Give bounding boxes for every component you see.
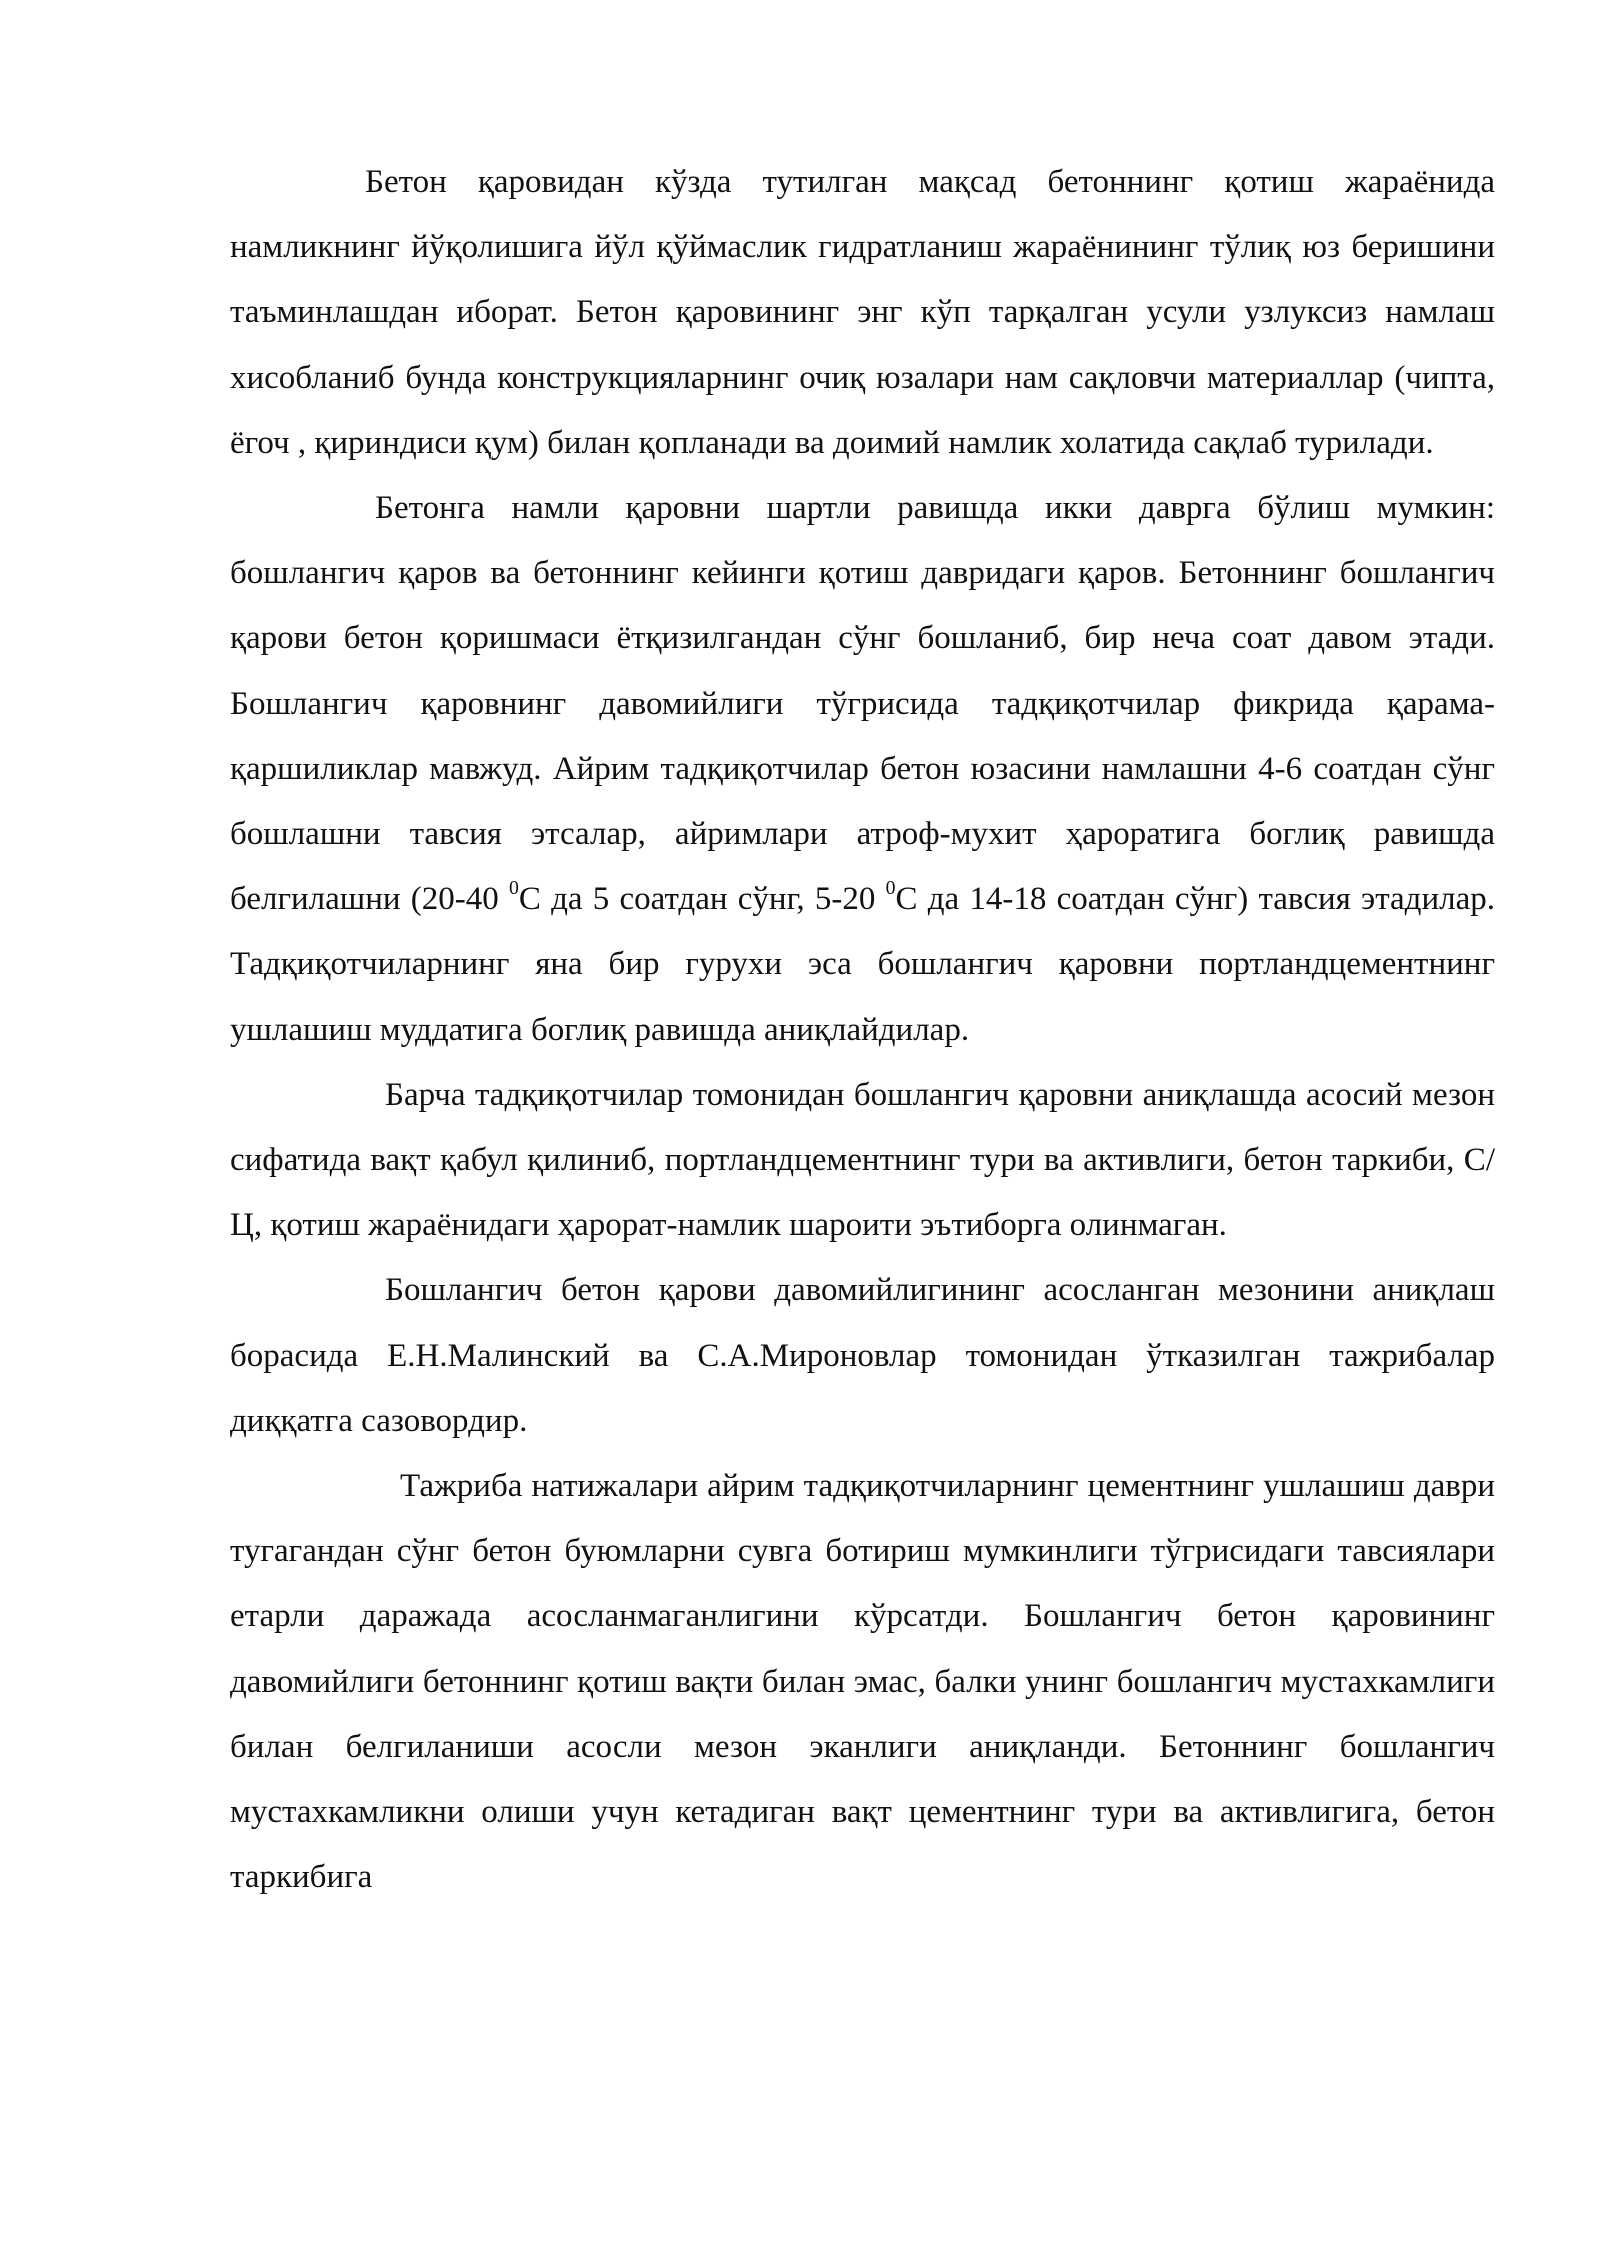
degree-superscript: 0 bbox=[508, 877, 519, 900]
degree-superscript: 0 bbox=[885, 877, 896, 900]
paragraph-3-text: Барча тадқиқотчилар томонидан бошлангич қаровни аниқлашда асосий мезон сифатида вақт қабул қилиниб, портландцементнинг тури ва активлиги, бетон таркиби, С/Ц, қотиш жараёнидаги ҳарорат-намлик шароити эътиборга олинмаган. bbox=[230, 1076, 1495, 1244]
paragraph-4-text: Бошлангич бетон қарови давомийлигининг асосланган мезонини аниқлаш борасида Е.Н.Малинский ва С.А.Мироновлар томонидан ўтказилган тажрибалар диққатга сазовордир. bbox=[230, 1272, 1495, 1439]
paragraph-2-text-a: Бетонга намли қаровни шартли равишда икки даврга бўлиш мумкин: бошлангич қаров ва бетоннинг кейинги қотиш давридаги қаров. Бетоннинг бошлангич қарови бетон қоришмаси ётқизилгандан сўнг бошланиб, бир неча соат давом этади. Бошлангич қаровнинг давомийлиги тўгрисида тадқиқотчилар фикрида қарама-қаршиликлар мавжуд. Айрим тадқиқотчилар бетон юзасини намлашни 4-6 соатдан сўнг бошлашни тавсия этсалар, айримлари атроф-мухит ҳароратига боглиқ равишда белгилашни (20-40 bbox=[230, 490, 1495, 918]
paragraph-1-text: Бетон қаровидан кўзда тутилган мақсад бетоннинг қотиш жараёнида намликнинг йўқолишига йўл қўймаслик гидратланиш жараёнининг тўлиқ юз беришини таъминлашдан иборат. Бетон қаровининг энг кўп тарқалган усули узлуксиз намлаш хисобланиб бунда конструкцияларнинг очиқ юзалари нам сақловчи материаллар (чипта, ёгоч , қириндиси қум) билан қопланади ва доимий намлик холатида сақлаб турилади. bbox=[230, 164, 1495, 461]
paragraph-2-text-b: С да 5 соатдан сўнг, 5-20 bbox=[518, 881, 886, 918]
paragraph-2-text-c: С да 14-18 соатдан сўнг) тавсия этадилар. Тадқиқотчиларнинг яна бир гурухи эса бошлангич қаровни портландцементнинг ушлашиш муддатига боглиқ равишда аниқлайдилар. bbox=[230, 881, 1495, 1048]
paragraph-5 bbox=[230, 1454, 1495, 1910]
paragraph-2 bbox=[230, 476, 1495, 1063]
paragraph-3 bbox=[230, 1063, 1495, 1259]
document-body bbox=[230, 150, 1495, 1910]
paragraph-5-text: Тажриба натижалари айрим тадқиқотчиларнинг цементнинг ушлашиш даври тугагандан сўнг бетон буюмларни сувга ботириш мумкинлиги тўгрисидаги тавсиялари етарли даражада асосланмаганлигини кўрсатди. Бошлангич бетон қаровининг давомийлиги бетоннинг қотиш вақти билан эмас, балки унинг бошлангич мустахкамлиги билан белгиланиши асосли мезон эканлиги аниқланди. Бетоннинг бошлангич мустахкамликни олиши учун кетадиган вақт цементнинг тури ва активлигига, бетон таркибига bbox=[230, 1468, 1495, 1896]
paragraph-1 bbox=[230, 150, 1495, 476]
paragraph-4 bbox=[230, 1258, 1495, 1454]
